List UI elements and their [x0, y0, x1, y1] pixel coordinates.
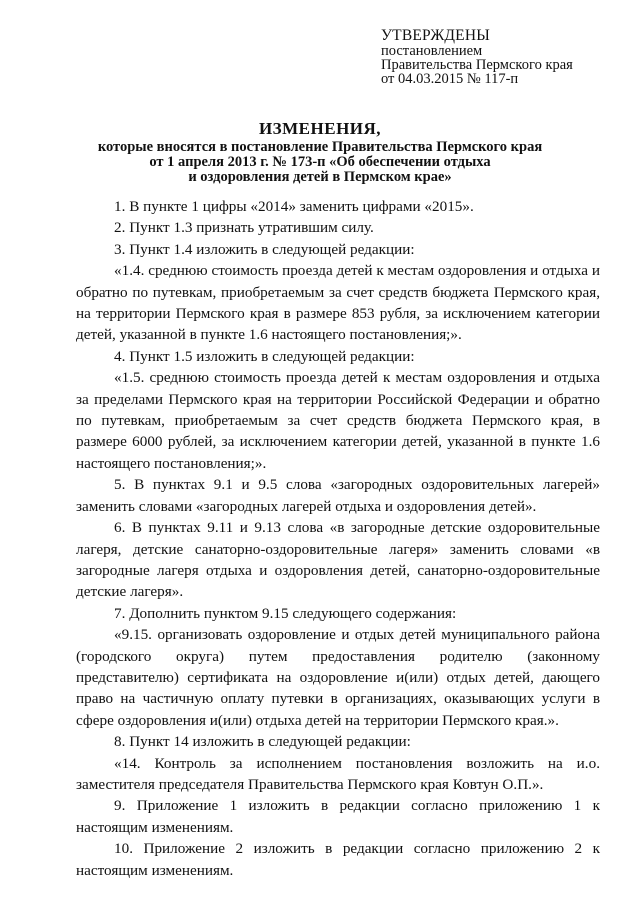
paragraph-7: 5. В пунктах 9.1 и 9.5 слова «загородных оздоровительных лагерей» заменить словами «загородных лагерей отдыха и оздоровления детей». [76, 476, 600, 515]
document-title: ИЗМЕНЕНИЯ, [258, 119, 382, 138]
paragraph-6: «1.5. среднюю стоимость проезда детей к местам оздоровления и отдыха за пределами Пермского края на территории Российской Федерации и обратно по путевкам, приобретаемым за счет средств бюджета Пермского края, в размере 6000 рублей, за исключением категории детей, указанной в пункте 1.6 настоящего постановления;». [76, 369, 600, 472]
paragraph-3: 3. Пункт 1.4 изложить в следующей редакции: [114, 240, 415, 258]
heading-line-3: и оздоровления детей в Пермском крае» [188, 169, 452, 185]
paragraph-12: «14. Контроль за исполнением постановления возложить на и.о. заместителя председателя Правительства Пермского края Ковтун О.П.». [76, 754, 600, 793]
approval-block [381, 28, 573, 86]
heading-line-2: от 1 апреля 2013 г. № 173-п «Об обеспечении отдыха [149, 154, 491, 170]
paragraph-5: 4. Пункт 1.5 изложить в следующей редакции: [114, 347, 415, 365]
paragraph-11: 8. Пункт 14 изложить в следующей редакции: [114, 733, 411, 751]
document-body [76, 196, 600, 881]
approval-line-2: Правительства Пермского края [381, 57, 573, 73]
approval-line-1: постановлением [381, 43, 483, 59]
paragraph-8: 6. В пунктах 9.11 и 9.13 слова «в загородные детские оздоровительные лагеря, детские санаторно-оздоровительные лагеря» заменить словами «в загородные лагеря отдыха и оздоровления детей, санаторно-оздоровительные детские лагеря». [76, 519, 600, 601]
paragraph-4: «1.4. среднюю стоимость проезда детей к местам оздоровления и отдыха и обратно по путевкам, приобретаемым за счет средств бюджета Пермского края, на территории Пермского края в размере 853 рубля, за исключением категории детей, указанной в пункте 1.6 настоящего постановления;». [76, 262, 600, 344]
approval-line-3: от 04.03.2015 № 117-п [381, 71, 519, 87]
approval-title: УТВЕРЖДЕНЫ [381, 27, 490, 44]
heading-line-1: которые вносятся в постановление Правительства Пермского края [97, 139, 543, 155]
paragraph-13: 9. Приложение 1 изложить в редакции согласно приложению 1 к настоящим изменениям. [76, 797, 600, 836]
paragraph-14: 10. Приложение 2 изложить в редакции согласно приложению 2 к настоящим изменениям. [76, 840, 600, 879]
paragraph-10: «9.15. организовать оздоровление и отдых детей муниципального района (городского округа) путем предоставления родителю (законному представителю) сертификата на оздоровление и(или) отдых детей, дающего право на частичную оплату путевки в организациях, оказывающих услуги в сфере оздоровления и(или) отдыха детей на территории Пермского края.». [76, 626, 600, 729]
paragraph-2: 2. Пункт 1.3 признать утратившим силу. [114, 219, 374, 237]
paragraph-1: 1. В пункте 1 цифры «2014» заменить цифрами «2015». [114, 198, 474, 215]
document-heading [60, 118, 580, 185]
paragraph-9: 7. Дополнить пунктом 9.15 следующего содержания: [114, 604, 457, 622]
